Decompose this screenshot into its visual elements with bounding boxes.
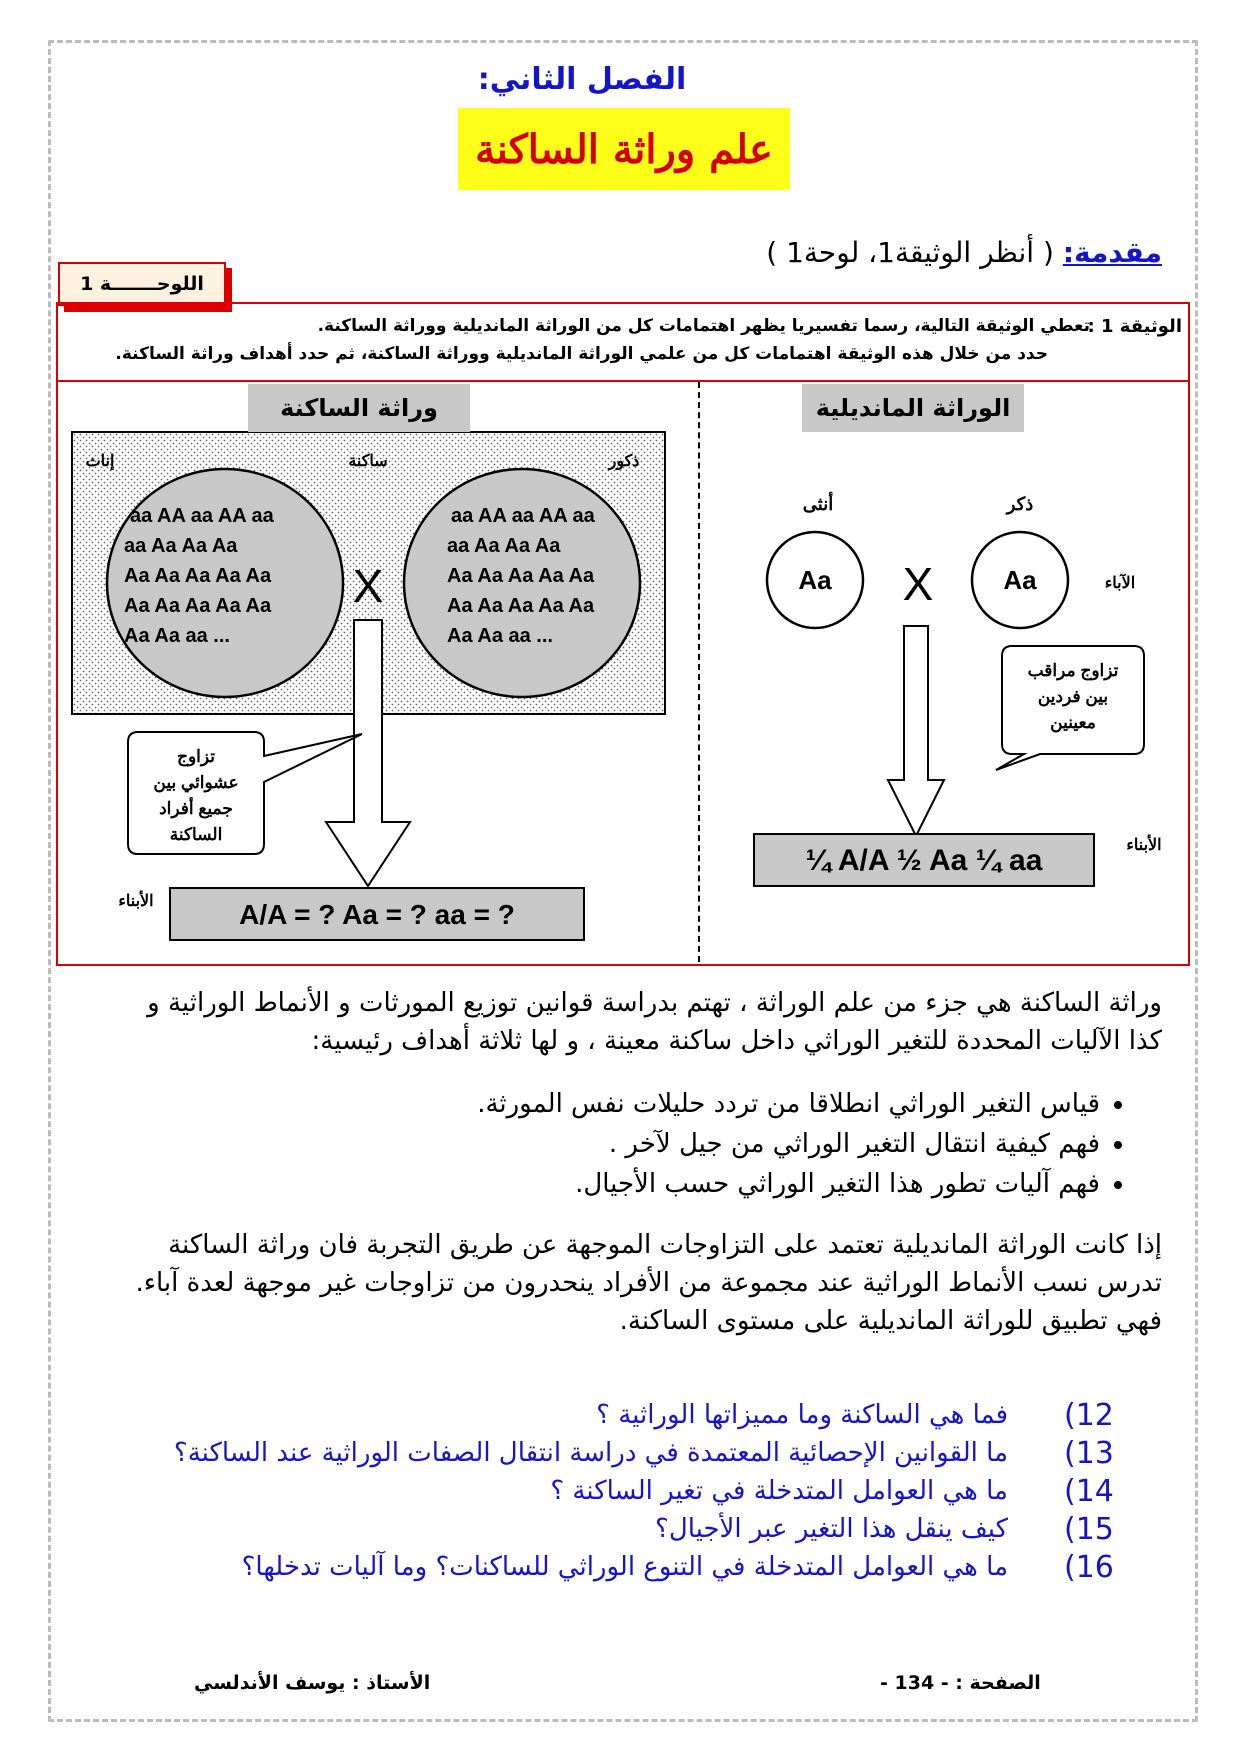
mendel-female-genotype: Aa — [798, 565, 832, 595]
paragraph-1: وراثة الساكنة هي جزء من علم الوراثة ، تهتم بدراسة قوانين توزيع المورثات و الأنماط الوراثية و كذا الآليات المحددة للتغير الوراثي داخل ساكنة معينة ، و لها ثلاثة أهداف رئيسية: — [147, 988, 1162, 1056]
question-number: (15 — [1064, 1512, 1114, 1547]
question-number: (13 — [1064, 1436, 1114, 1471]
mendel-children-label: الأبناء — [1126, 837, 1162, 854]
chapter-title: علم وراثة الساكنة — [475, 125, 773, 173]
chapter-title-box — [458, 108, 790, 190]
population-females-label: إناث — [85, 453, 115, 470]
population-label: ساكنة — [348, 453, 388, 470]
mendel-bubble-line-1: تزاوج مراقب — [1027, 661, 1119, 680]
population-bubble — [128, 732, 362, 854]
females-genotypes-line-1: aa AA aa AA aa — [130, 505, 274, 527]
population-title: وراثة الساكنة — [248, 384, 470, 432]
footer-page-number: الصفحة : - 134 - — [880, 1672, 1041, 1694]
mendel-cross-symbol: X — [902, 558, 934, 610]
population-bubble-line-1: تزاوج — [176, 747, 216, 766]
females-genotypes-line-2: aa Aa Aa Aa — [124, 535, 238, 557]
mendel-result: ¼ A/A ½ Aa ¼ aa — [805, 844, 1043, 877]
mendel-bubble-line-3: معينين — [1050, 713, 1096, 732]
document-box — [56, 302, 1190, 966]
population-children-label: الأبناء — [118, 893, 154, 910]
population-result: A/A = ? Aa = ? aa = ? — [239, 899, 515, 930]
mendel-title: الوراثة المانديلية — [802, 384, 1024, 432]
males-genotypes-line-1: aa AA aa AA aa — [451, 505, 595, 527]
objective-item: • قياس التغير الوراثي انطلاقا من تردد حليلات نفس المورثة. — [300, 1084, 1100, 1124]
population-bubble-line-2: عشوائي بين — [153, 773, 239, 792]
question-text: كيف ينقل هذا التغير عبر الأجيال؟ — [655, 1514, 1008, 1544]
females-genotypes-line-5: Aa Aa aa ... — [124, 625, 230, 647]
males-genotypes-line-3: Aa Aa Aa Aa Aa — [447, 565, 595, 587]
mendel-parents-label: الآباء — [1104, 575, 1136, 592]
females-genotypes-line-4: Aa Aa Aa Aa Aa — [124, 595, 272, 617]
document-line-1: تعطي الوثيقة التالية، رسما تفسيريا يظهر اهتمامات كل من الوراثة المانديلية ووراثة الساكنة. — [317, 316, 1090, 336]
question-number: (14 — [1064, 1474, 1114, 1509]
objectives-list — [300, 1084, 1130, 1204]
question-text: فما هي الساكنة وما مميزاتها الوراثية ؟ — [596, 1400, 1008, 1430]
question-number: (12 — [1064, 1398, 1114, 1433]
question-text: ما القوانين الإحصائية المعتمدة في دراسة انتقال الصفات الوراثية عند الساكنة؟ — [173, 1438, 1008, 1468]
objective-item: • فهم آليات تطور هذا التغير الوراثي حسب الأجيال. — [300, 1164, 1100, 1204]
diagram-svg — [58, 304, 1188, 964]
mendel-bubble-line-2: بين فردين — [1037, 687, 1109, 706]
mendel-male-genotype: Aa — [1003, 565, 1037, 595]
board-label: اللوحـــــــة 1 — [58, 262, 226, 306]
footer-teacher: الأستاذ : يوسف الأندلسي — [194, 1672, 431, 1694]
question-text: ما هي العوامل المتدخلة في تغير الساكنة ؟ — [550, 1476, 1008, 1506]
objective-item: • فهم كيفية انتقال التغير الوراثي من جيل لآخر . — [300, 1124, 1100, 1164]
males-genotypes-line-2: aa Aa Aa Aa — [447, 535, 561, 557]
mendel-female-label: أنثى — [802, 494, 834, 514]
population-bubble-line-3: جميع أفراد — [159, 799, 233, 818]
mendel-male-label: ذكر — [1006, 494, 1034, 514]
chapter-label: الفصل الثاني: — [477, 62, 687, 97]
females-genotypes-line-3: Aa Aa Aa Aa Aa — [124, 565, 272, 587]
mendel-arrow — [888, 626, 944, 836]
intro-line — [766, 236, 1162, 269]
population-males-label: ذكور — [608, 453, 640, 470]
document-title: الوثيقة 1 : — [1087, 316, 1182, 337]
document-line-2: حدد من خلال هذه الوثيقة اهتمامات كل من علمي الوراثة المانديلية ووراثة الساكنة، ثم حدد أهداف وراثة الساكنة. — [115, 344, 1048, 364]
population-bubble-line-4: الساكنة — [169, 825, 223, 844]
intro-label: مقدمة: — [1062, 236, 1162, 269]
intro-ref: ( أنظر الوثيقة1، لوحة1 ) — [766, 236, 1063, 269]
males-genotypes-line-4: Aa Aa Aa Aa Aa — [447, 595, 595, 617]
population-cross-symbol: X — [352, 560, 384, 612]
question-text: ما هي العوامل المتدخلة في التنوع الوراثي للساكنات؟ وما آليات تدخلها؟ — [241, 1552, 1008, 1582]
paragraph-2: إذا كانت الوراثة المانديلية تعتمد على التزاوجات الموجهة عن طريق التجربة فان وراثة الساكنة تدرس نسب الأنماط الوراثية عند مجموعة من الأفراد ينحدرون من تزاوجات غير موجهة لعدة آباء. فهي تطبيق للوراثة المانديلية على مستوى الساكنة. — [135, 1230, 1162, 1336]
question-number: (16 — [1064, 1550, 1114, 1585]
males-genotypes-line-5: Aa Aa aa ... — [447, 625, 553, 647]
